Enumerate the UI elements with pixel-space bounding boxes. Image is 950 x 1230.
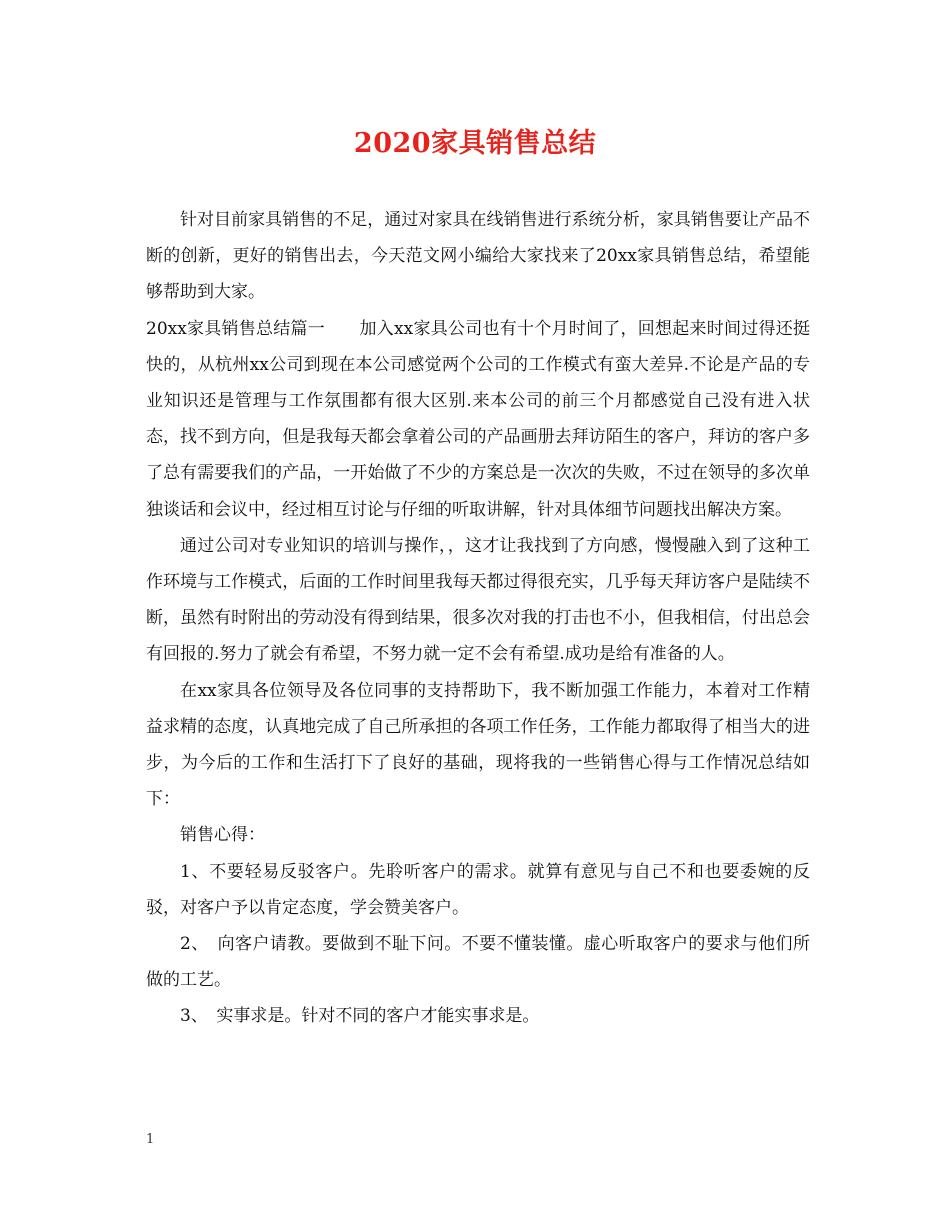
document-title: 2020家具销售总结: [353, 128, 597, 159]
list-item-3: 3、 实事求是。针对不同的客户才能实事求是。: [180, 1006, 540, 1027]
document-body: [146, 202, 810, 1035]
paragraph-training: 通过公司对专业知识的培训与操作，，这才让我找到了方向感，慢慢融入到了这种工作环境与工作模式，后面的工作时间里我每天都过得很充实，几乎每天拜访客户是陆续不断，虽然有时附出的劳动没有得到结果，很多次对我的打击也不小，但我相信，付出总会有回报的.努力了就会有希望，不努力就一定不会有希望.成功是给有准备的人。: [146, 535, 810, 665]
paragraph-intro: 针对目前家具销售的不足，通过对家具在线销售进行系统分析，家具销售要让产品不断的创新，更好的销售出去，今天范文网小编给大家找来了20xx家具销售总结，希望能够帮助到大家。: [146, 210, 810, 303]
paragraph-section-one: 20xx家具销售总结篇一 加入xx家具公司也有十个月时间了，回想起来时间过得还挺快的，从杭州xx公司到现在本公司感觉两个公司的工作模式有蛮大差异.不论是产品的专业知识还是管理与工作氛围都有很大区别.来本公司的前三个月都感觉自己没有进入状态，找不到方向，但是我每天都会拿着公司的产品画册去拜访陌生的客户，拜访的客户多了总有需要我们的产品，一开始做了不少的方案总是一次次的失败，不过在领导的多次单独谈话和会议中，经过相互讨论与仔细的听取讲解，针对具体细节问题找出解决方案。: [146, 318, 810, 520]
list-item-2: 2、 向客户请教。要做到不耻下问。不要不懂装懂。虚心听取客户的要求与他们所做的工艺。: [146, 934, 810, 991]
paragraph-support: 在xx家具各位领导及各位同事的支持帮助下，我不断加强工作能力，本着对工作精益求精的态度，认真地完成了自己所承担的各项工作任务，工作能力都取得了相当大的进步，为今后的工作和生活打下了良好的基础，现将我的一些销售心得与工作情况总结如下：: [146, 680, 810, 810]
paragraph-sales-insights-heading: 销售心得：: [180, 825, 265, 846]
page-number: 1: [146, 1132, 155, 1147]
list-item-1: 1、不要轻易反驳客户。先聆听客户的需求。就算有意见与自己不和也要委婉的反驳，对客户予以肯定态度，学会赞美客户。: [146, 861, 810, 918]
